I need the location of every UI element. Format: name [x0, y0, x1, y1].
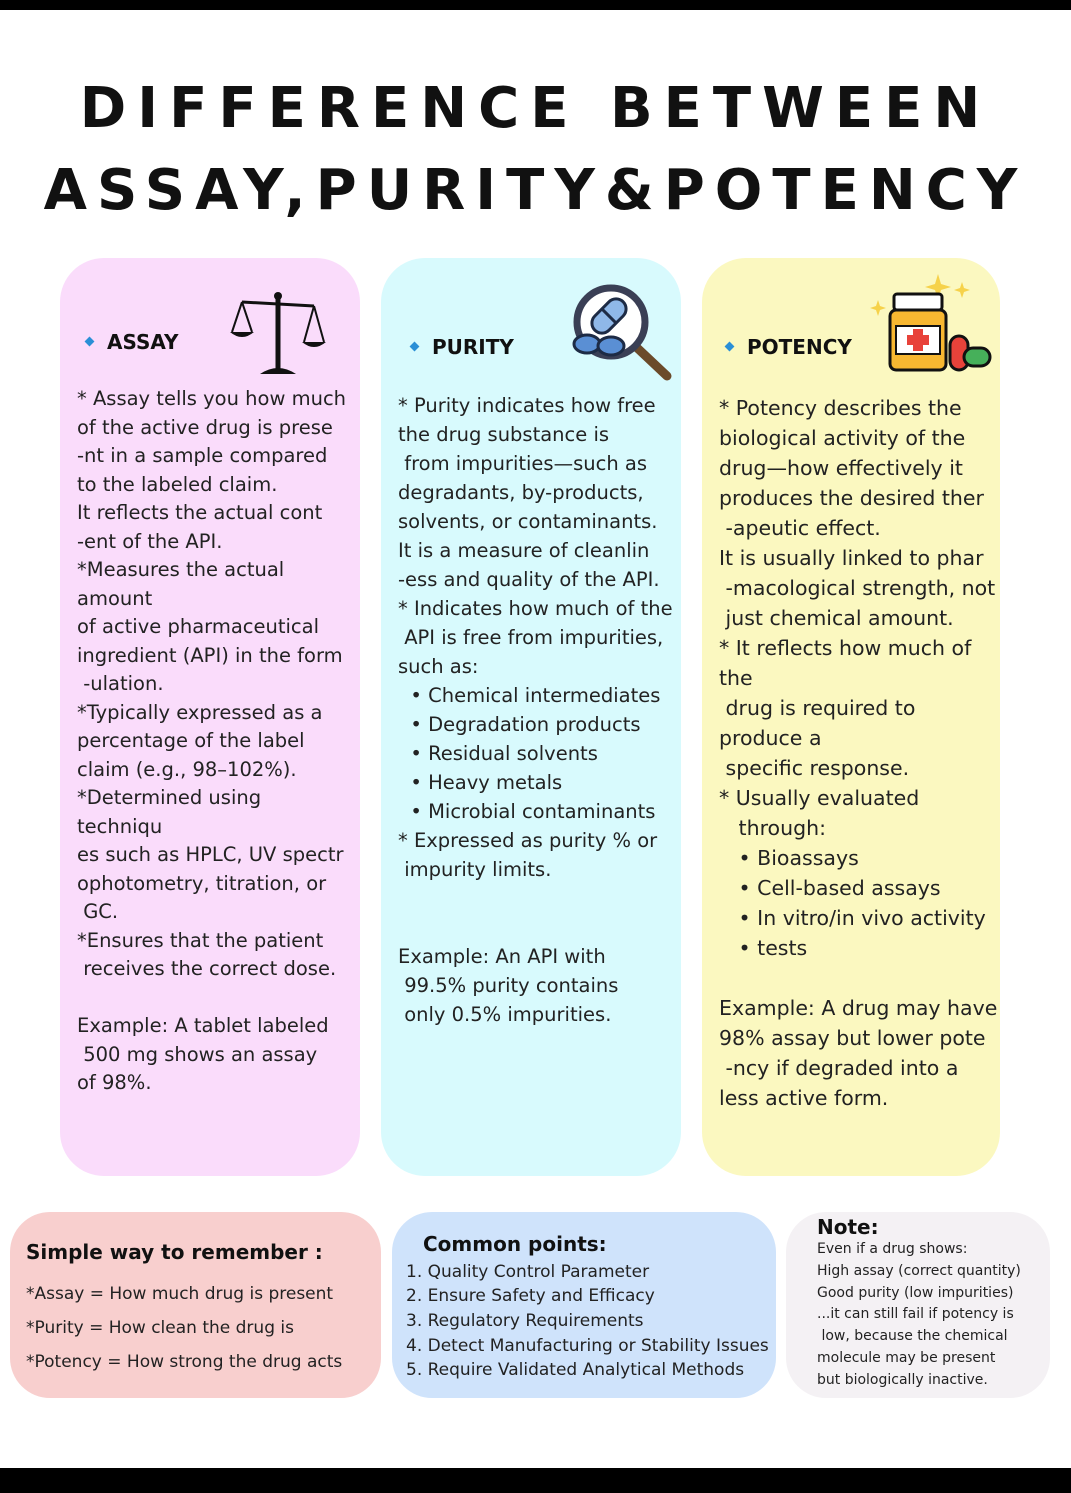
medicine-bottle-icon [866, 270, 994, 380]
remember-box [10, 1212, 381, 1398]
common-point-3: 3. Regulatory Requirements [406, 1311, 644, 1331]
common-point-2: 2. Ensure Safety and Efficacy [406, 1286, 655, 1306]
remember-line-3: *Potency = How strong the drug acts [26, 1352, 343, 1372]
common-point-5: 5. Require Validated Analytical Methods [406, 1360, 745, 1380]
top-bar [0, 0, 1071, 10]
remember-line-1: *Assay = How much drug is present [26, 1284, 334, 1304]
purity-description: * Purity indicates how free the drug substance is from impurities—such as degradants, by-products, solvents, or contaminants. It is a measure of cleanlin -ess and quality of the API. * Indicates how much of the API is free from impurities, such as: • Chemical intermediates • Degradation products • Residual solvents • Heavy metals • Microbial contaminants * Expressed as purity % or impurity limits. Example: An API with 99.5% purity contains only 0.5% impurities. [398, 394, 673, 1026]
purity-heading [411, 335, 514, 359]
note-heading: Note: [817, 1215, 879, 1239]
balance-scale-icon [228, 288, 328, 378]
bullet-diamond-icon [410, 342, 420, 352]
remember-heading: Simple way to remember : [26, 1240, 323, 1264]
bottom-bar [0, 1468, 1071, 1493]
magnifying-glass-pills-icon [567, 280, 677, 384]
common-heading: Common points: [423, 1232, 607, 1256]
bullet-diamond-icon [85, 337, 95, 347]
page-title-line-2: ASSAY,PURITY&POTENCY [43, 158, 1028, 223]
remember-line-2: *Purity = How clean the drug is [26, 1318, 294, 1338]
assay-heading [86, 330, 178, 354]
common-point-4: 4. Detect Manufacturing or Stability Issues [406, 1336, 769, 1356]
common-points-box [392, 1212, 776, 1398]
assay-card [60, 258, 360, 1176]
note-box [786, 1212, 1050, 1398]
bullet-diamond-icon [725, 342, 735, 352]
potency-heading [726, 335, 852, 359]
purity-heading-label: PURITY [432, 335, 514, 359]
potency-card [702, 258, 1000, 1176]
assay-heading-label: ASSAY [107, 330, 179, 354]
potency-description: * Potency describes the biological activity of the drug—how effectively it produces the desired ther -apeutic effect. It is usually linked to phar -macological strength, not just chemical amount. * It reflects how much of the drug is required to produce a specific response. * Usually evaluated through: • Bioassays • Cell-based assays • In vitro/in vivo activity • tests Example: A drug may have 98% assay but lower pote -ncy if degraded into a less active form. [719, 396, 998, 1110]
page-title-line-1: DIFFERENCE BETWEEN [79, 76, 992, 141]
assay-description: * Assay tells you how much of the active drug is prese -nt in a sample compared to the labeled claim. It reflects the actual cont -ent of the API. *Measures the actual amount of active pharmaceutical ingredient (API) in the form -ulation. *Typically expressed as a percentage of the label claim (e.g., 98–102%). *Determined using techniqu es such as HPLC, UV spectr ophotometry, titration, or GC. *Ensures that the patient receives the correct dose. Example: A tablet labeled 500 mg shows an assay of 98%. [77, 387, 347, 1094]
note-body: Even if a drug shows: High assay (correct quantity) Good purity (low impurities) ...it can still fail if potency is low, because the chemical molecule may be present but biologically inactive. [817, 1241, 1021, 1388]
purity-card [381, 258, 681, 1176]
common-point-1: 1. Quality Control Parameter [406, 1262, 650, 1282]
potency-heading-label: POTENCY [747, 335, 852, 359]
